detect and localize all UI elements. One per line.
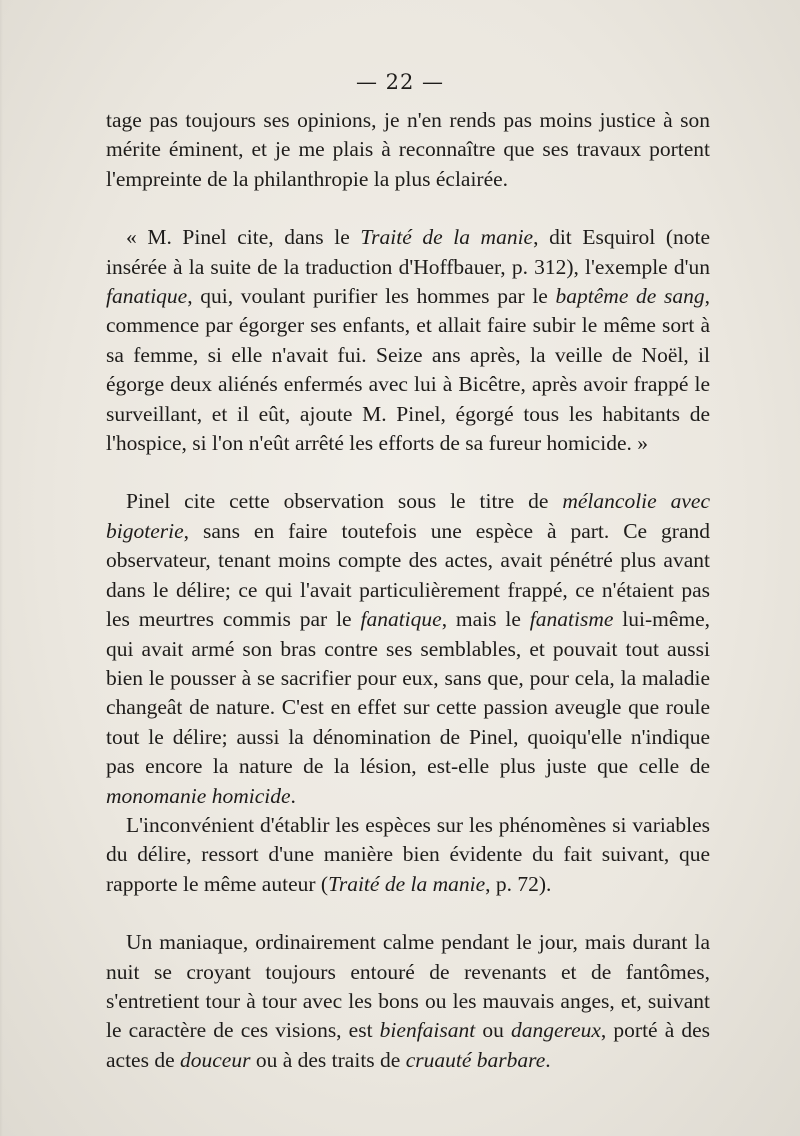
text-segment: tage pas toujours ses opinions, je n'en rends pas moins justice à son mérite éminent, et je me plais à reconnaître que ses travaux portent l'empreinte de la philanthropie la plus éclairée. [106,108,710,191]
paragraph-3 [106,487,710,810]
italic-text: dangereux [510,1018,601,1043]
text-segment: , sans en faire toutefois une espèce à part. Ce grand observateur, tenant moins compte des actes, avait pénétré plus avant dans le délire; ce qui l'avait particulièrement frappé, ce n'étaient pas les meurtres commis par le [106,518,710,632]
italic-text: fanatique [106,284,188,309]
paragraph-gap [106,899,710,928]
page-edge-shadow [0,0,3,1136]
text-segment: L'inconvénient d'établir les espèces sur les phénomènes si variables du délire, ressort d'une manière bien évidente du fait suivant, que rapporte le même auteur ( [106,812,710,896]
text-segment: Un maniaque, ordinairement calme pendant le jour, mais durant la nuit se croyant toujours entouré de revenants et de fantômes, s'entretient tour à tour avec les bons ou les mauvais anges, et, suivant le caractère de ces visions, est [106,930,710,1043]
page-number: — 22 — [355,70,445,94]
italic-text: cruauté barbare [405,1047,546,1072]
text-segment: . [545,1047,551,1072]
text-segment: , dit Esquirol (note insérée à la suite de la traduction d'Hoffbauer, p. 312), l'exemple d'un [106,225,710,279]
text-segment: , qui, voulant purifier les hommes par le [187,284,556,309]
text-segment: , mais le [441,607,530,632]
text-segment: lui-même, qui avait armé son bras contre ses semblables, et pouvait tout aussi bien le pousser à se sacrifier pour eux, sans que, pour cela, la maladie changeât de nature. C'est en effet sur cette passion aveugle que roule tout le délire; aussi la dénomination de Pinel, quoiqu'elle n'indique pas encore la nature de la lésion, est-elle plus juste que celle de [106,607,711,779]
page-body [106,106,710,1075]
text-segment: ou à des traits de [250,1047,406,1072]
paragraph-gap [106,194,710,223]
italic-text: bienfaisant [379,1018,476,1043]
paragraph-gap [106,458,710,487]
text-segment: , porté à des actes de [106,1018,711,1072]
italic-text: monomanie homicide [106,783,291,808]
italic-text: fanatisme [529,607,614,632]
italic-text: baptême de sang [555,284,705,309]
paragraph-1 [106,106,710,194]
italic-text: mélancolie avec bigoterie [106,489,711,543]
paragraph-5 [106,928,710,1075]
text-segment: . [290,783,296,808]
paragraph-4 [106,811,710,899]
text-segment: Pinel cite cette observation sous le titre de [126,489,563,514]
italic-text: Traité de la manie [328,871,486,896]
paragraph-2 [106,223,710,458]
text-segment: ou [475,1018,511,1043]
text-segment: , commence par égorger ses enfants, et allait faire subir le même sort à sa femme, si elle n'avait fui. Seize ans après, la veille de Noël, il égorge deux aliénés enfermés avec lui à Bicêtre, après avoir frappé le surveillant, et il eût, ajoute M. Pinel, égorgé tous les habitants de l'hospice, si l'on n'eût arrêté les efforts de sa fureur homicide. » [106,284,711,456]
text-segment: « M. Pinel cite, dans le [126,225,361,250]
italic-text: douceur [180,1047,251,1072]
italic-text: fanatique [360,607,442,632]
text-segment: , p. 72). [485,871,552,896]
italic-text: Traité de la manie [360,225,534,250]
